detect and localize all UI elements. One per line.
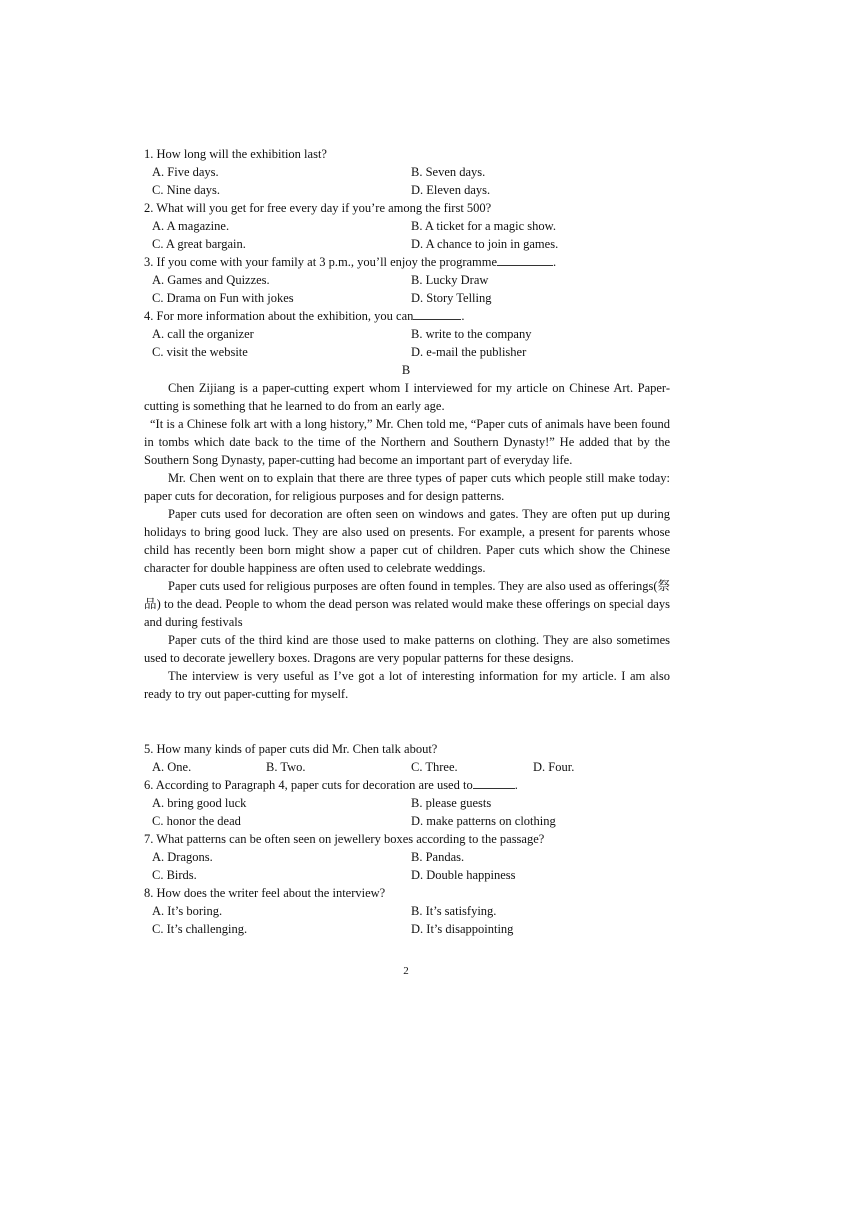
question-4-option-b: B. write to the company (411, 327, 532, 341)
question-8-option-b: B. It’s satisfying. (411, 904, 497, 918)
question-2-option-d: D. A chance to join in games. (411, 237, 559, 251)
passage-paragraph: Chen Zijiang is a paper-cutting expert whom I interviewed for my article on Chinese Art. Paper-cutting is something that he learned to do from an early age. (144, 381, 670, 413)
passage-paragraph: “It is a Chinese folk art with a long history,” Mr. Chen told me, “Paper cuts of animals have been found in tombs which date back to the time of the Northern and Southern Dynasty!” He added that by the Southern Song Dynasty, paper-cutting had become an important part of everyday life. (144, 417, 670, 467)
question-3-option-d: D. Story Telling (411, 291, 492, 305)
question-1-option-c: C. Nine days. (152, 183, 221, 197)
question-4-stem: 4. For more information about the exhibition, you can (144, 309, 414, 323)
reading-passage (144, 379, 670, 703)
question-5-option-a: A. One. (152, 760, 192, 774)
question-3-stem: 3. If you come with your family at 3 p.m., you’ll enjoy the programme (144, 255, 498, 269)
question-6-option-b: B. please guests (411, 796, 492, 810)
question-4-option-a: A. call the organizer (152, 327, 254, 341)
passage-paragraph: The interview is very useful as I’ve got a lot of interesting information for my article. I am also ready to try out paper-cutting for myself. (144, 669, 670, 701)
question-2-stem: 2. What will you get for free every day if you’re among the first 500? (144, 201, 492, 215)
question-4-stem-end: . (461, 309, 465, 323)
question-8-option-d: D. It’s disappointing (411, 922, 514, 936)
question-1-option-a: A. Five days. (152, 165, 219, 179)
question-6-stem: 6. According to Paragraph 4, paper cuts for decoration are used to (144, 778, 473, 792)
question-7-stem: 7. What patterns can be often seen on jewellery boxes according to the passage? (144, 832, 545, 846)
question-4-option-c: C. visit the website (152, 345, 248, 359)
page-number: 2 (403, 965, 409, 977)
passage-paragraph: Paper cuts used for religious purposes are often found in temples. They are also used as offerings(祭品) to the dead. People to whom the dead person was related would make these offerings on special days and during festivals (144, 579, 670, 629)
passage-paragraph: Paper cuts of the third kind are those used to make patterns on clothing. They are also sometimes used to decorate jewellery boxes. Dragons are very popular patterns for these designs. (144, 633, 670, 665)
question-3-option-a: A. Games and Quizzes. (152, 273, 270, 287)
question-2-option-c: C. A great bargain. (152, 237, 246, 251)
question-6-option-a: A. bring good luck (152, 796, 247, 810)
question-1-option-d: D. Eleven days. (411, 183, 491, 197)
question-6-stem-end: . (514, 778, 518, 792)
question-8-option-c: C. It’s challenging. (152, 922, 248, 936)
question-6-option-d: D. make patterns on clothing (411, 814, 556, 828)
question-4-line (144, 307, 465, 325)
question-3-stem-end: . (553, 255, 557, 269)
question-5-stem: 5. How many kinds of paper cuts did Mr. Chen talk about? (144, 742, 438, 756)
question-5-option-c: C. Three. (411, 760, 458, 774)
question-5-option-b: B. Two. (266, 760, 306, 774)
question-7-option-c: C. Birds. (152, 868, 197, 882)
question-1-stem: 1. How long will the exhibition last? (144, 147, 327, 161)
section-b-heading: B (401, 363, 411, 377)
question-2-option-b: B. A ticket for a magic show. (411, 219, 556, 233)
question-7-option-d: D. Double happiness (411, 868, 516, 882)
question-7-option-b: B. Pandas. (411, 850, 465, 864)
question-8-option-a: A. It’s boring. (152, 904, 223, 918)
question-5-option-d: D. Four. (533, 760, 575, 774)
question-1-option-b: B. Seven days. (411, 165, 486, 179)
passage-paragraph: Mr. Chen went on to explain that there are three types of paper cuts which people still make today: paper cuts for decoration, for religious purposes and for design patterns. (144, 471, 670, 503)
question-7-option-a: A. Dragons. (152, 850, 213, 864)
question-3-option-b: B. Lucky Draw (411, 273, 489, 287)
question-2-option-a: A. A magazine. (152, 219, 230, 233)
question-3-line (144, 253, 556, 271)
answer-blank (473, 776, 515, 789)
question-3-option-c: C. Drama on Fun with jokes (152, 291, 294, 305)
question-8-stem: 8. How does the writer feel about the interview? (144, 886, 386, 900)
answer-blank (413, 307, 461, 320)
question-4-option-d: D. e-mail the publisher (411, 345, 527, 359)
passage-paragraph: Paper cuts used for decoration are often seen on windows and gates. They are often put up during holidays to bring good luck. They are also used on presents. For example, a present for parents whose child has recently been born might show a paper cut of children. Paper cuts which show the Chinese character for double happiness are often used to celebrate weddings. (144, 507, 670, 575)
question-6-line (144, 776, 518, 794)
answer-blank (497, 253, 553, 266)
question-6-option-c: C. honor the dead (152, 814, 241, 828)
